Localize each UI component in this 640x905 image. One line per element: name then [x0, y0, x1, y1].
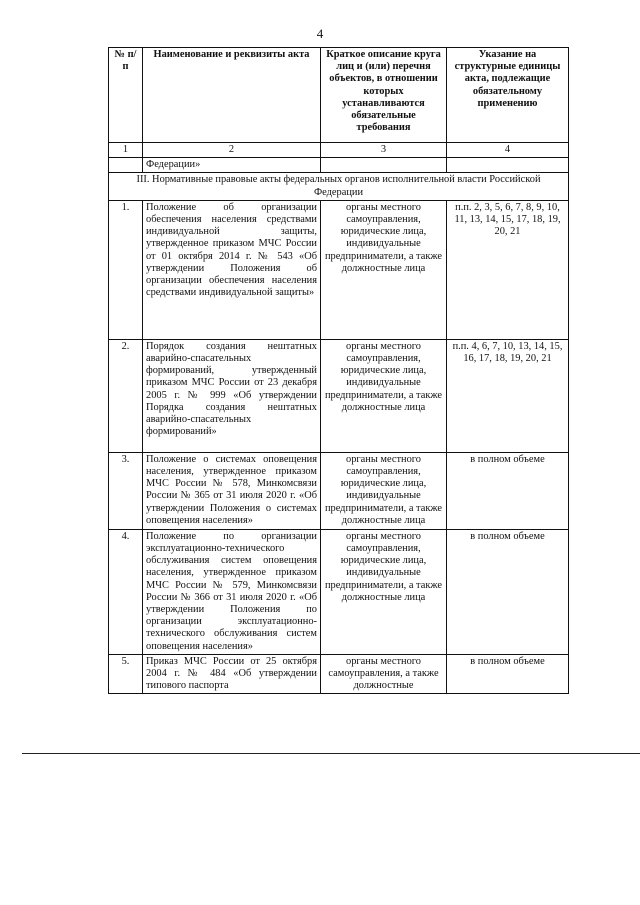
section-row	[109, 173, 569, 200]
column-number: 4	[447, 143, 569, 158]
column-numbers-row	[109, 143, 569, 158]
column-number: 2	[143, 143, 321, 158]
act-name: Положение о системах оповещения населения, утвержденное приказом МЧС России № 578, Минкомсвязи России № 365 от 31 июля 2020 г. «Об утверждении Положения о системах оповещения населения»	[143, 452, 321, 529]
continuation-units-cell	[447, 158, 569, 173]
row-number: 4.	[109, 529, 143, 654]
continuation-persons-cell	[321, 158, 447, 173]
structural-units: п.п. 2, 3, 5, 6, 7, 8, 9, 10, 11, 13, 14, 15, 17, 18, 19, 20, 21	[447, 200, 569, 339]
row-number: 3.	[109, 452, 143, 529]
persons-description: органы местного самоуправления, юридические лица, индивидуальные предприниматели, а также должностные лица	[321, 452, 447, 529]
act-name: Положение об организации обеспечения населения средствами индивидуальной защиты, утвержденное приказом МЧС России от 01 октября 2014 г. № 543 «Об утверждении Положения об организации обеспечения населения средствами индивидуальной защиты»	[143, 200, 321, 339]
row-number: 5.	[109, 654, 143, 694]
row-number: 1.	[109, 200, 143, 339]
table-row	[109, 654, 569, 694]
persons-description: органы местного самоуправления, а также должностные	[321, 654, 447, 694]
page-divider-line	[22, 753, 640, 754]
continuation-text: Федерации»	[143, 158, 321, 173]
structural-units: в полном объеме	[447, 529, 569, 654]
section-title: III. Нормативные правовые акты федеральных органов исполнительной власти Российской Федерации	[109, 173, 569, 200]
persons-description: органы местного самоуправления, юридические лица, индивидуальные предприниматели, а также должностные лица	[321, 200, 447, 339]
act-name: Порядок создания нештатных аварийно-спасательных формирований, утвержденный приказом МЧС России от 23 декабря 2005 г. № 999 «Об утверждении Порядка создания нештатных аварийно-спасательных формирований»	[143, 339, 321, 452]
structural-units: п.п. 4, 6, 7, 10, 13, 14, 15, 16, 17, 18, 19, 20, 21	[447, 339, 569, 452]
header-persons: Краткое описание круга лиц и (или) перечня объектов, в отношении которых устанавливаются обязательные требования	[321, 48, 447, 143]
structural-units: в полном объеме	[447, 452, 569, 529]
column-number: 1	[109, 143, 143, 158]
table-row	[109, 200, 569, 339]
table-row	[109, 529, 569, 654]
column-number: 3	[321, 143, 447, 158]
header-units: Указание на структурные единицы акта, подлежащие обязательному применению	[447, 48, 569, 143]
row-number: 2.	[109, 339, 143, 452]
act-name: Приказ МЧС России от 25 октября 2004 г. № 484 «Об утверждении типового паспорта	[143, 654, 321, 694]
persons-description: органы местного самоуправления, юридические лица, индивидуальные предприниматели, а также должностные лица	[321, 529, 447, 654]
table-row	[109, 452, 569, 529]
continuation-row	[109, 158, 569, 173]
structural-units: в полном объеме	[447, 654, 569, 694]
header-number: № п/п	[109, 48, 143, 143]
continuation-num-cell	[109, 158, 143, 173]
table-row	[109, 339, 569, 452]
acts-table	[108, 47, 569, 694]
page-number: 4	[316, 26, 324, 41]
header-act-name: Наименование и реквизиты акта	[143, 48, 321, 143]
table-header-row	[109, 48, 569, 143]
persons-description: органы местного самоуправления, юридические лица, индивидуальные предприниматели, а также должностные лица	[321, 339, 447, 452]
act-name: Положение по организации эксплуатационно-технического обслуживания систем оповещения населения, утвержденное приказом МЧС России № 579, Минкомсвязи России № 366 от 31 июля 2020 г. «Об утверждении Положения по организации эксплуатационно-технического обслуживания систем оповещения населения»	[143, 529, 321, 654]
